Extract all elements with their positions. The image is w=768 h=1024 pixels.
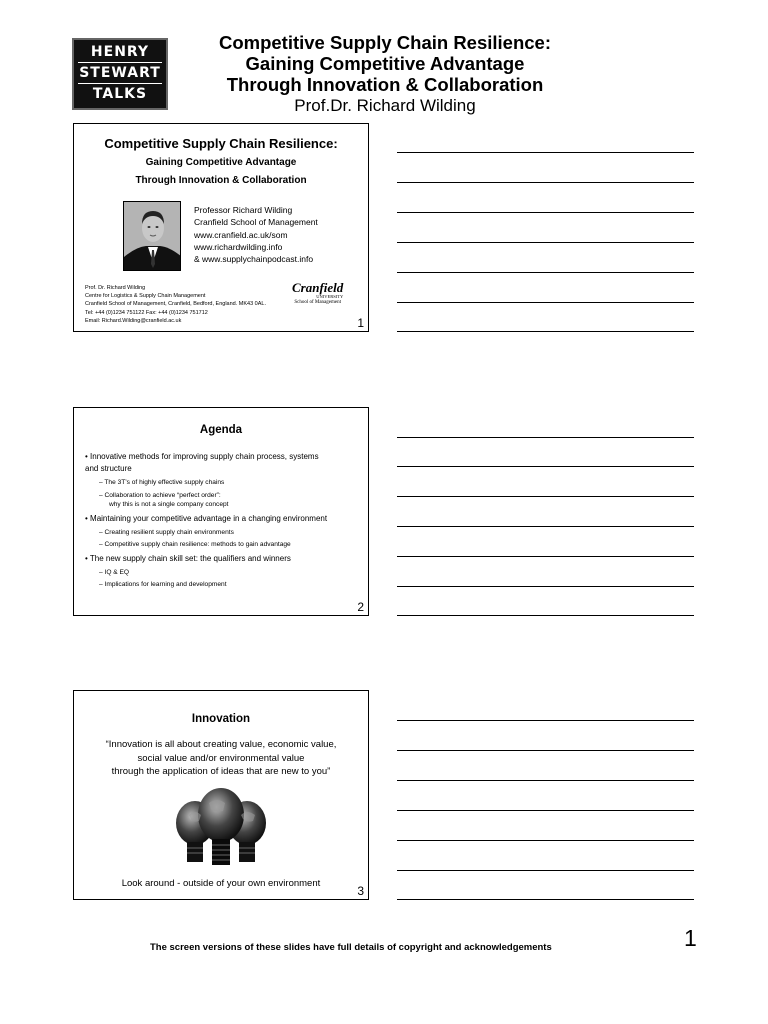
contact-line: Cranfield School of Management, Cranfield, Bedford, England. MK43 0AL. [85,301,266,308]
quote-line: through the application of ideas that are new to you” [111,766,331,777]
note-line [397,840,694,841]
slide-subtitle-line: Through Innovation & Collaboration [135,175,307,186]
slide-title: Agenda [199,424,243,436]
logo-line: TALKS [92,86,148,102]
innovation-quote [84,738,358,779]
note-line [397,750,694,751]
note-line [397,780,694,781]
cranfield-logo-name: Cranfield [292,280,344,295]
cranfield-logo-university: UNIVERSITY [316,294,344,299]
note-line [397,302,694,303]
logo-line: HENRY [78,43,162,63]
note-line [397,212,694,213]
note-line [397,496,694,497]
info-line: Cranfield School of Management [194,217,318,228]
note-line [397,586,694,587]
note-line [397,615,694,616]
slide-number: 3 [357,884,364,898]
slide-number: 2 [357,600,364,614]
slide-footer-text: Look around - outside of your own environment [121,878,321,889]
slide-3 [73,690,369,900]
contact-line: Tel: +44 (0)1234 751122 Fax: +44 (0)1234 751712 [85,309,208,316]
note-line [397,526,694,527]
agenda-sub-item: – IQ & EQ [99,568,130,576]
contact-line: Email: Richard.Wilding@cranfield.ac.uk [85,317,182,324]
note-line [397,272,694,273]
slide-title: Competitive Supply Chain Resilience: [104,136,338,151]
henry-stewart-talks-logo [72,38,168,110]
agenda-list [85,450,362,593]
note-line [397,466,694,467]
slide-1 [73,123,369,332]
agenda-sub-item: – The 3T’s of highly effective supply chains [99,479,225,486]
note-line [397,242,694,243]
slide-number: 1 [357,316,364,330]
note-line [397,870,694,871]
note-line [397,152,694,153]
quote-line: “Innovation is all about creating value, economic value, [105,739,337,750]
page-number: 1 [684,925,697,951]
info-line: www.cranfield.ac.uk/som [194,229,288,240]
author-info [194,204,318,265]
agenda-sub-item: – Implications for learning and development [99,581,227,588]
quote-line: social value and/or environmental value [137,752,305,764]
agenda-sub-item-cont: why this is not a single company concept [109,501,229,508]
header-author: Prof.Dr. Richard Wilding [294,96,476,115]
cranfield-logo-school: School of Management [294,300,341,305]
header-title-line: Competitive Supply Chain Resilience: [218,32,552,53]
contact-line: Centre for Logistics & Supply Chain Management [85,293,206,300]
slide-title: Innovation [191,713,251,725]
note-line [397,331,694,332]
header-title-line: Through Innovation & Collaboration [226,74,544,95]
agenda-bullet: • The new supply chain skill set: the qualifiers and winners [85,553,291,563]
copyright-footer: The screen versions of these slides have full details of copyright and acknowledgements [150,942,552,953]
agenda-sub-item: – Competitive supply chain resilience: methods to gain advantage [99,541,291,548]
agenda-bullet: • Innovative methods for improving supply chain process, systems and structure [85,452,319,473]
agenda-sub-item: – Creating resilient supply chain environments [99,528,234,536]
info-line: Professor Richard Wilding [194,205,293,215]
header-title-line: Gaining Competitive Advantage [245,53,525,74]
note-line [397,899,694,900]
note-line [397,437,694,438]
logo-line: STEWART [78,64,162,84]
note-line [397,810,694,811]
info-line: & www.supplychainpodcast.info [194,254,314,265]
agenda-sub-item: – Collaboration to achieve “perfect order”: [99,491,221,499]
note-line [397,182,694,183]
contact-details [85,284,266,325]
slide-2 [73,407,369,616]
note-line [397,720,694,721]
agenda-bullet: • Maintaining your competitive advantage in a changing environment [85,513,328,523]
info-line: www.richardwilding.info [194,241,283,252]
author-photo [123,201,181,271]
contact-line: Prof. Dr. Richard Wilding [85,285,146,291]
slide-subtitle-line: Gaining Competitive Advantage [145,157,297,168]
page-header [190,32,580,117]
cranfield-logo [292,282,343,306]
note-line [397,556,694,557]
globe-lightbulbs-image [169,787,273,871]
